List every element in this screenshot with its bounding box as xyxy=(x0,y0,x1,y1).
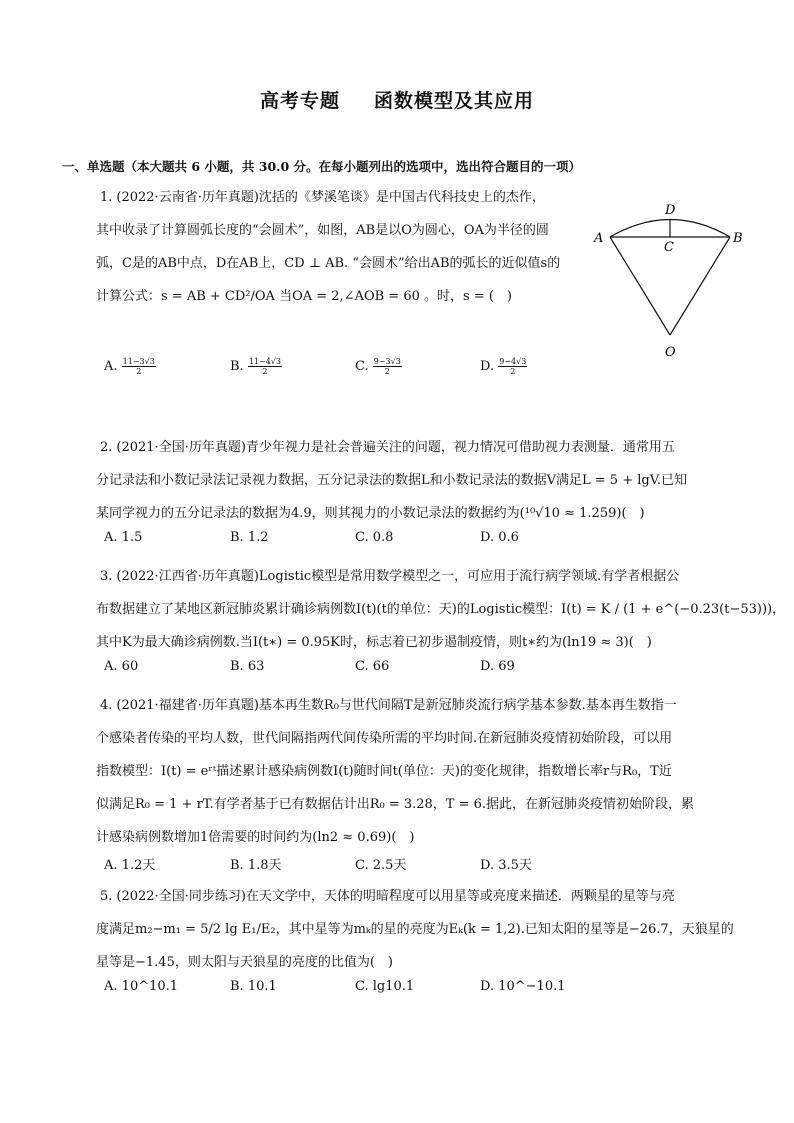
question-3 xyxy=(96,560,786,687)
option-c[interactable]: C. 2.5天 xyxy=(355,858,407,873)
options xyxy=(100,659,725,687)
label-d: D xyxy=(665,203,676,218)
option-d[interactable]: D. 10^−10.1 xyxy=(480,979,566,994)
question-text: 弧，C是的AB中点，D在AB上，CD ⊥ AB. “会圆术”给出AB的弧长的近似值s的 xyxy=(96,256,561,271)
label-b: B xyxy=(733,231,743,246)
question-text: 其中收录了计算圆弧长度的“会圆术”，如图，AB是以O为圆心，OA为半径的圆 xyxy=(96,223,549,238)
question-text: 似满足R₀ = 1 + rT.有学者基于已有数据估计出R₀ = 3.28，T = 6.据此，在新冠肺炎疫情初始阶段，累 xyxy=(96,797,695,812)
sector-figure xyxy=(590,200,770,365)
option-d[interactable]: D. $\frac{9-4√3}{2}$ xyxy=(480,357,527,376)
option-b[interactable]: B. 1.2 xyxy=(230,530,269,545)
title-part2: 函数模型及其应用 xyxy=(374,90,535,112)
label-c: C xyxy=(664,240,674,255)
option-c[interactable]: C. 0.8 xyxy=(355,530,394,545)
option-fraction: $\frac{11-4√3}{2}$ xyxy=(248,357,281,376)
page-title xyxy=(0,86,794,113)
option-fraction: $\frac{9-3√3}{2}$ xyxy=(373,357,401,376)
option-b[interactable]: B. 10.1 xyxy=(230,979,277,994)
option-c[interactable]: C. 66 xyxy=(355,659,390,674)
question-text: 青少年视力是社会普遍关注的问题，视力情况可借助视力表测量．通常用五 xyxy=(245,440,675,455)
question-number: 5. xyxy=(100,889,113,904)
option-a[interactable]: A. 1.2天 xyxy=(104,858,156,873)
option-b[interactable]: B. $\frac{11-4√3}{2}$ xyxy=(230,357,281,376)
option-d[interactable]: D. 3.5天 xyxy=(480,858,532,873)
question-text: 度满足m₂−m₁ = 5/2 lg E₁/E₂，其中星等为mₖ的星的亮度为Eₖ(k = 1,2).已知太阳的星等是−26.7，天狼星的 xyxy=(96,922,734,937)
question-number: 2. xyxy=(100,440,113,455)
question-text: 分记录法和小数记录法记录视力数据，五分记录法的数据L和小数记录法的数据V满足L = 5 + lgV.已知 xyxy=(96,473,687,488)
line-oa xyxy=(610,237,670,335)
question-5 xyxy=(96,880,734,1007)
label-o: O xyxy=(665,345,676,360)
options xyxy=(100,854,725,882)
option-a[interactable]: A. 10^10.1 xyxy=(104,979,179,994)
option-a[interactable]: A. $\frac{11-3√3}{2}$ xyxy=(104,357,155,376)
question-text: 个感染者传染的平均人数，世代间隔指两代间传染所需的平均时间.在新冠肺炎疫情初始阶段，可以用 xyxy=(96,731,673,746)
question-text: 其中K为最大确诊病例数.当I(t∗) = 0.95K时，标志着已初步遏制疫情，则t∗约为(ln19 ≈ 3)( ) xyxy=(96,635,652,650)
option-d[interactable]: D. 0.6 xyxy=(480,530,519,545)
question-text: 计感染病例数增加1倍需要的时间约为(ln2 ≈ 0.69)( ) xyxy=(96,830,415,845)
option-fraction: $\frac{9-4√3}{2}$ xyxy=(499,357,527,376)
question-source: (2022·云南省·历年真题) xyxy=(116,190,259,205)
question-source: (2022·江西省·历年真题) xyxy=(116,569,259,584)
question-text: 星等是−1.45，则太阳与天狼星的亮度的比值为( ) xyxy=(96,955,393,970)
question-2 xyxy=(96,431,725,558)
question-text: 指数模型：I(t) = eʳᵗ描述累计感染病例数I(t)随时间t(单位：天)的变化规律，指数增长率r与R₀，T近 xyxy=(96,764,672,779)
option-c[interactable]: C. $\frac{9-3√3}{2}$ xyxy=(355,357,401,376)
question-source: (2022·全国·同步练习) xyxy=(116,889,246,904)
question-text: 布数据建立了某地区新冠肺炎累计确诊病例数I(t)(t的单位：天)的Logistic模型：I(t) = K / (1 + e^(−0.23(t−53)))， xyxy=(96,602,786,617)
question-text: 基本再生数R₀与世代间隔T是新冠肺炎流行病学基本参数.基本再生数指一 xyxy=(258,698,677,713)
question-text: 某同学视力的五分记录法的数据为4.9，则其视力的小数记录法的数据约为(¹⁰√10 ≈ 1.259)( ) xyxy=(96,506,645,521)
question-number: 1. xyxy=(100,190,113,205)
question-number: 3. xyxy=(100,569,113,584)
option-a[interactable]: A. 1.5 xyxy=(104,530,143,545)
label-a: A xyxy=(594,231,604,246)
option-c[interactable]: C. lg10.1 xyxy=(355,979,415,994)
option-b[interactable]: B. 63 xyxy=(230,659,265,674)
title-part1: 高考专题 xyxy=(259,90,340,112)
options xyxy=(100,530,725,558)
question-source: (2021·福建省·历年真题) xyxy=(116,698,259,713)
question-text: Logistic模型是常用数学模型之一，可应用于流行病学领域.有学者根据公 xyxy=(258,569,680,584)
section-heading: 一、单选题（本大题共 6 小题，共 30.0 分。在每小题列出的选项中，选出符合题目的一项） xyxy=(62,159,582,174)
option-fraction: $\frac{11-3√3}{2}$ xyxy=(122,357,155,376)
question-text: 计算公式：s = AB + CD²/OA 当OA = 2,∠AOB = 60 。时，s = ( ) xyxy=(96,289,512,304)
options xyxy=(100,979,725,1007)
question-text: 沈括的《梦溪笔谈》是中国古代科技史上的杰作， xyxy=(258,190,545,205)
question-4 xyxy=(96,689,725,882)
option-b[interactable]: B. 1.8天 xyxy=(230,858,282,873)
option-a[interactable]: A. 60 xyxy=(104,659,139,674)
question-source: (2021·全国·历年真题) xyxy=(116,440,246,455)
question-text: 在天文学中，天体的明暗程度可以用星等或亮度来描述．两颗星的星等与亮 xyxy=(245,889,675,904)
question-number: 4. xyxy=(100,698,113,713)
line-ob xyxy=(670,237,730,335)
option-d[interactable]: D. 69 xyxy=(480,659,515,674)
